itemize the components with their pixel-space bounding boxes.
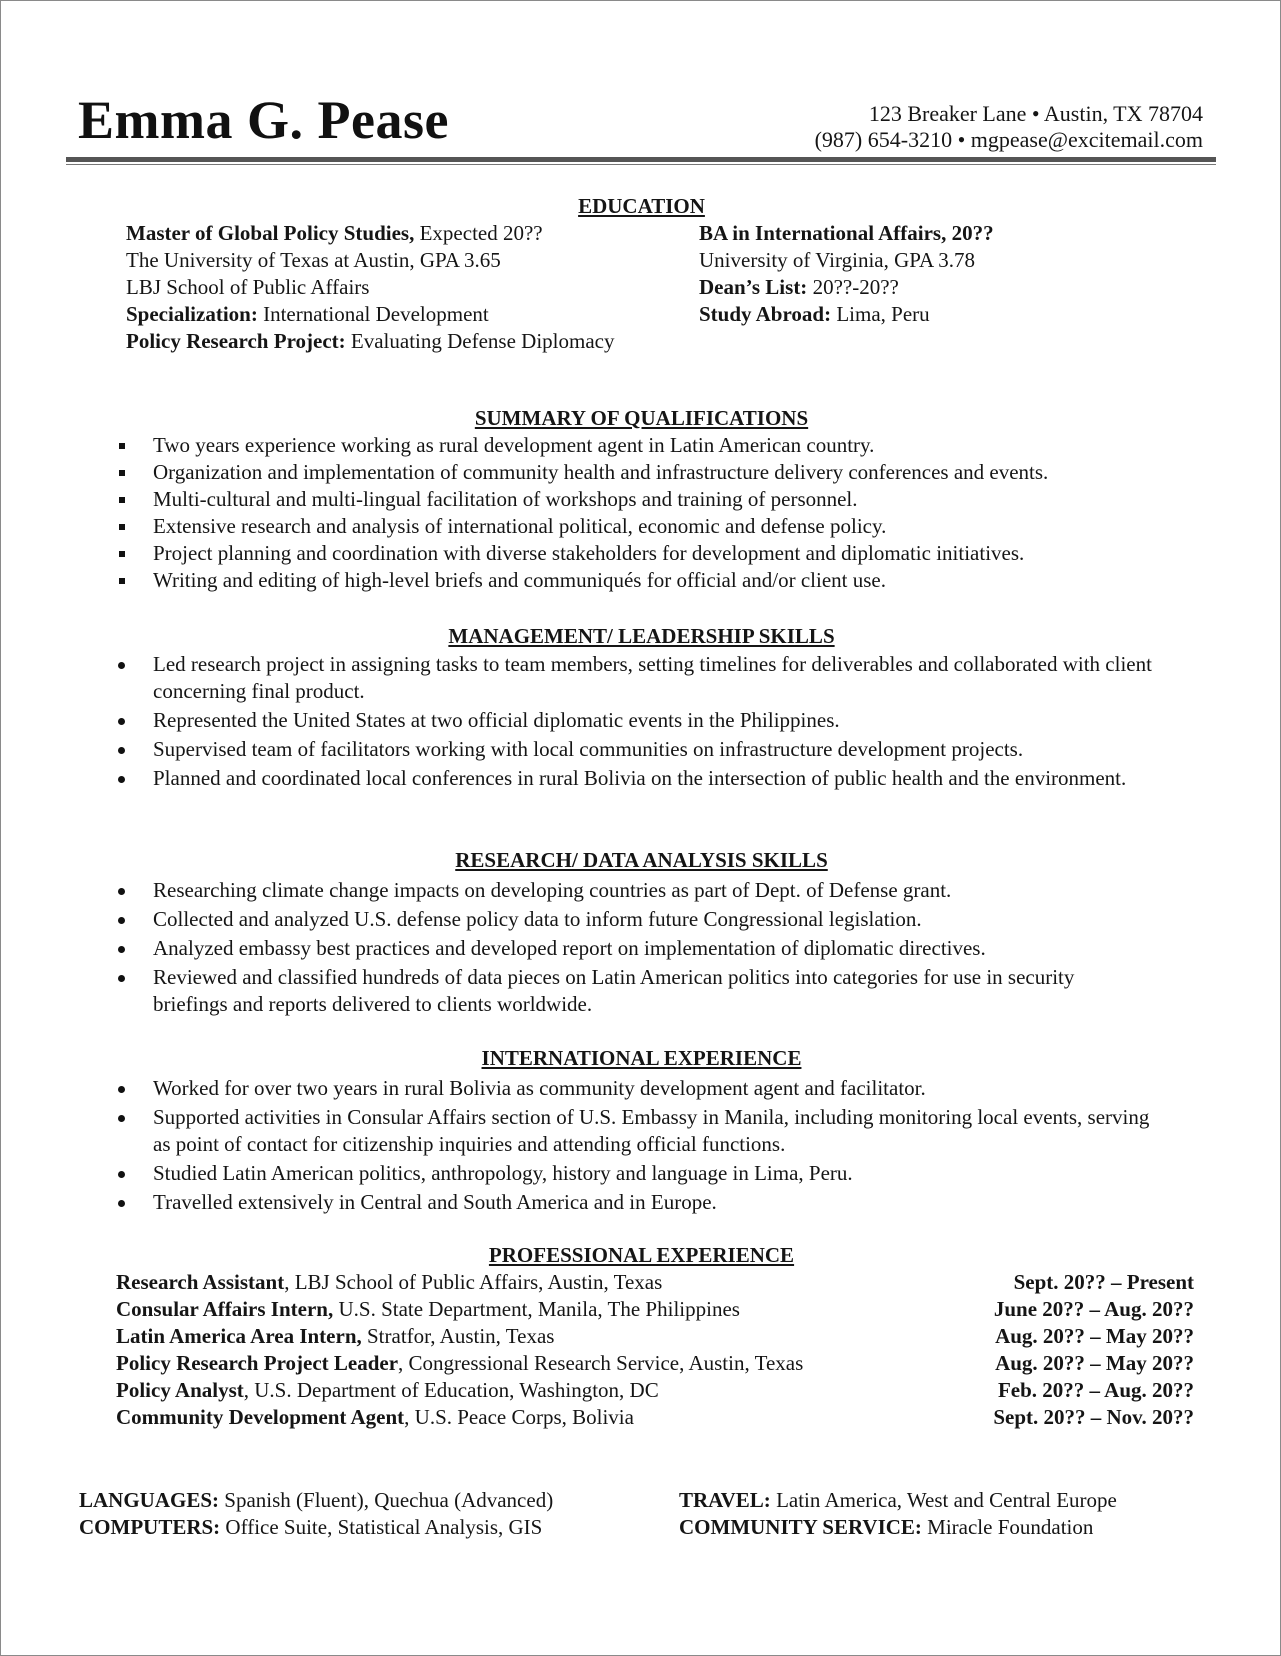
- footer-right: [679, 1487, 1117, 1541]
- international-list: [1, 1075, 1153, 1218]
- list-item: Writing and editing of high-level briefs and communiqués for official and/or client use.: [1, 567, 1153, 594]
- education-right: [699, 220, 994, 328]
- languages-value: Spanish (Fluent), Quechua (Advanced): [219, 1488, 554, 1512]
- languages-label: LANGUAGES:: [79, 1488, 220, 1512]
- research-list: [1, 877, 1153, 1020]
- management-heading: MANAGEMENT/ LEADERSHIP SKILLS: [448, 624, 835, 648]
- job-org: U.S. State Department, Manila, The Philippines: [333, 1297, 740, 1321]
- job-row: [116, 1350, 1194, 1377]
- deans-line: [699, 274, 994, 301]
- deans-value: 20??-20??: [807, 275, 899, 299]
- header-rule: [66, 157, 1216, 162]
- list-item: Represented the United States at two official diplomatic events in the Philippines.: [1, 707, 1153, 734]
- computers-line: [79, 1514, 553, 1541]
- list-item: Supervised team of facilitators working with local communities on infrastructure development projects.: [1, 736, 1153, 763]
- service-label: COMMUNITY SERVICE:: [679, 1515, 922, 1539]
- list-item: Analyzed embassy best practices and developed report on implementation of diplomatic directives.: [1, 935, 1153, 962]
- specialization-label: Specialization:: [126, 302, 258, 326]
- job-org: , U.S. Peace Corps, Bolivia: [404, 1405, 634, 1429]
- languages-line: [79, 1487, 553, 1514]
- header-rule-thin: [66, 164, 1216, 165]
- job-dates: June 20?? – Aug. 20??: [993, 1297, 1194, 1321]
- job-title: Policy Analyst: [116, 1378, 244, 1402]
- masters-dept: LBJ School of Public Affairs: [126, 275, 370, 299]
- address: 123 Breaker Lane • Austin, TX 78704: [868, 101, 1203, 126]
- education-heading: EDUCATION: [578, 194, 705, 218]
- service-value: Miracle Foundation: [921, 1515, 1094, 1539]
- travel-label: TRAVEL:: [679, 1488, 771, 1512]
- list-item: Two years experience working as rural development agent in Latin American country.: [1, 432, 1153, 459]
- list-item: Led research project in assigning tasks to team members, setting timelines for deliverables and collaborated with client concerning final product.: [1, 651, 1153, 705]
- project-label: Policy Research Project:: [126, 329, 346, 353]
- ba-degree: BA in International Affairs, 20??: [699, 221, 994, 245]
- specialization-value: International Development: [257, 302, 489, 326]
- job-dates: Aug. 20?? – May 20??: [995, 1324, 1194, 1348]
- footer-left: [79, 1487, 553, 1541]
- job-dates: Aug. 20?? – May 20??: [995, 1351, 1194, 1375]
- management-list: [1, 651, 1153, 794]
- phone-email: (987) 654-3210 • mgpease@excitemail.com: [814, 127, 1203, 152]
- list-item: Studied Latin American politics, anthropology, history and language in Lima, Peru.: [1, 1160, 1153, 1187]
- job-dates: Sept. 20?? – Nov. 20??: [993, 1405, 1194, 1429]
- masters-line: [126, 220, 614, 247]
- project-value: Evaluating Defense Diplomacy: [345, 329, 615, 353]
- project-line: [126, 328, 614, 355]
- contact-block: [815, 101, 1203, 153]
- professional-heading: PROFESSIONAL EXPERIENCE: [488, 1243, 795, 1267]
- job-title: Research Assistant: [116, 1270, 285, 1294]
- abroad-label: Study Abroad:: [699, 302, 832, 326]
- list-item: Reviewed and classified hundreds of data pieces on Latin American politics into categories for use in security briefings and reports delivered to clients worldwide.: [1, 964, 1153, 1018]
- list-item: Extensive research and analysis of international political, economic and defense policy.: [1, 513, 1153, 540]
- job-row: [116, 1296, 1194, 1323]
- job-row: [116, 1323, 1194, 1350]
- job-list: [116, 1269, 1194, 1431]
- masters-expected: Expected 20??: [414, 221, 543, 245]
- list-item: Organization and implementation of community health and infrastructure delivery conferences and events.: [1, 459, 1153, 486]
- deans-label: Dean’s List:: [699, 275, 808, 299]
- job-dates: Sept. 20?? – Present: [1013, 1270, 1194, 1294]
- job-row: [116, 1404, 1194, 1431]
- abroad-value: Lima, Peru: [831, 302, 930, 326]
- job-row: [116, 1269, 1194, 1296]
- computers-label: COMPUTERS:: [79, 1515, 221, 1539]
- job-org: , U.S. Department of Education, Washington, DC: [243, 1378, 659, 1402]
- job-org: Stratfor, Austin, Texas: [361, 1324, 555, 1348]
- job-title: Policy Research Project Leader: [116, 1351, 399, 1375]
- list-item: Project planning and coordination with diverse stakeholders for development and diplomatic initiatives.: [1, 540, 1153, 567]
- list-item: Worked for over two years in rural Bolivia as community development agent and facilitator.: [1, 1075, 1153, 1102]
- list-item: Planned and coordinated local conferences in rural Bolivia on the intersection of public health and the environment.: [1, 765, 1153, 792]
- service-line: [679, 1514, 1117, 1541]
- specialization-line: [126, 301, 614, 328]
- abroad-line: [699, 301, 994, 328]
- summary-heading: SUMMARY OF QUALIFICATIONS: [474, 406, 809, 430]
- masters-degree: Master of Global Policy Studies,: [126, 221, 415, 245]
- summary-list: [1, 432, 1153, 594]
- computers-value: Office Suite, Statistical Analysis, GIS: [220, 1515, 543, 1539]
- ba-school: University of Virginia, GPA 3.78: [699, 248, 976, 272]
- job-title: Community Development Agent: [116, 1405, 405, 1429]
- travel-value: Latin America, West and Central Europe: [770, 1488, 1117, 1512]
- list-item: Researching climate change impacts on developing countries as part of Dept. of Defense grant.: [1, 877, 1153, 904]
- job-dates: Feb. 20?? – Aug. 20??: [997, 1378, 1194, 1402]
- international-heading: INTERNATIONAL EXPERIENCE: [481, 1046, 802, 1070]
- candidate-name: Emma G. Pease: [78, 90, 449, 150]
- research-heading: RESEARCH/ DATA ANALYSIS SKILLS: [455, 848, 828, 872]
- job-title: Latin America Area Intern,: [116, 1324, 362, 1348]
- travel-line: [679, 1487, 1117, 1514]
- list-item: Multi-cultural and multi-lingual facilitation of workshops and training of personnel.: [1, 486, 1153, 513]
- ba-line: [699, 220, 994, 247]
- job-org: , LBJ School of Public Affairs, Austin, Texas: [284, 1270, 663, 1294]
- education-left: [126, 220, 614, 355]
- list-item: Supported activities in Consular Affairs section of U.S. Embassy in Manila, including monitoring local events, serving as point of contact for citizenship inquiries and attending official functions.: [1, 1104, 1153, 1158]
- masters-school: The University of Texas at Austin, GPA 3.65: [126, 248, 501, 272]
- list-item: Travelled extensively in Central and South America and in Europe.: [1, 1189, 1153, 1216]
- list-item: Collected and analyzed U.S. defense policy data to inform future Congressional legislation.: [1, 906, 1153, 933]
- job-row: [116, 1377, 1194, 1404]
- job-title: Consular Affairs Intern,: [116, 1297, 334, 1321]
- job-org: , Congressional Research Service, Austin, Texas: [398, 1351, 804, 1375]
